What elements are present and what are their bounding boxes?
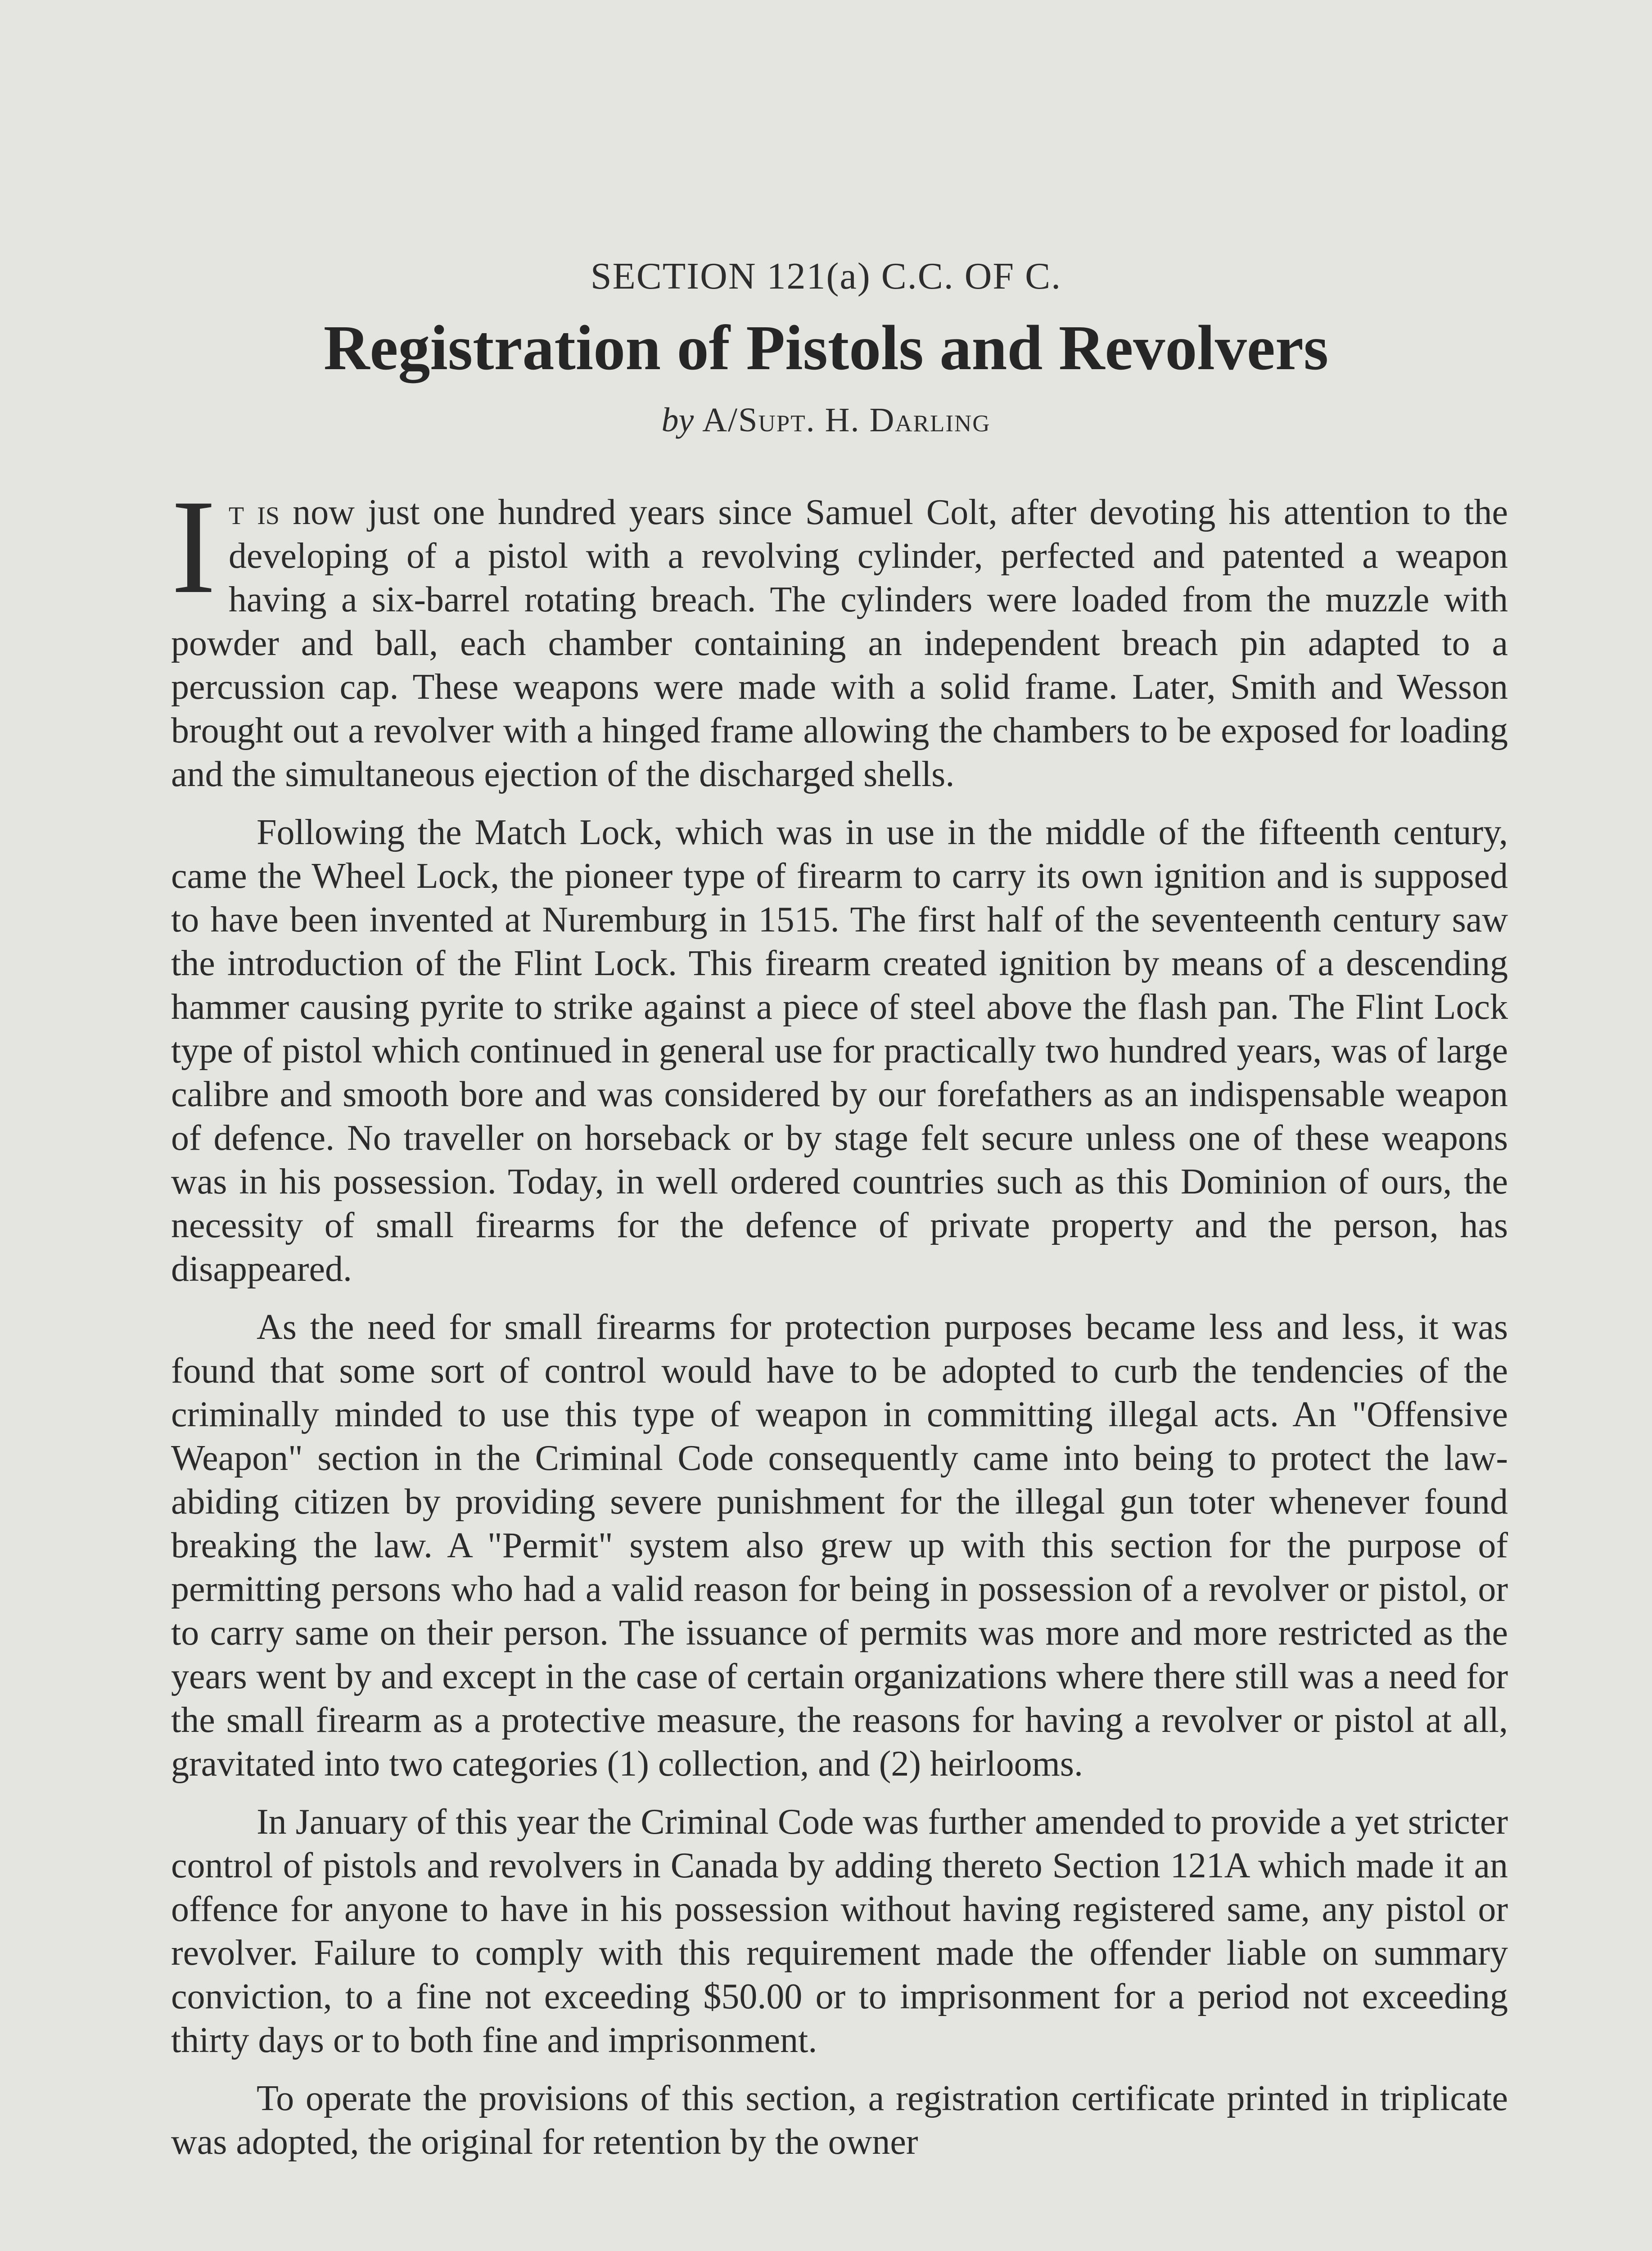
paragraph-4: In January of this year the Criminal Code was further amended to provide a yet stricter control of pistols and revolvers in Canada by adding thereto Section 121A which made it an offence for anyone to have in his possession without having registered same, any pistol or revolver. Failure to comply with this requirement made the offender liable on summary conviction, to a fine not exceeding $50.00 or to imprisonment for a period not exceeding thirty days or to both fine and imprisonment. (171, 1802, 1508, 2060)
paragraph-3: As the need for small firearms for protection purposes became less and less, it was found that some sort of control would have to be adopted to curb the tendencies of the criminally minded to use this type of weapon in committing illegal acts. An "Offensive Weapon" section in the Criminal Code consequently came into being to protect the law-abiding citizen by providing severe punishment for the illegal gun toter whenever found breaking the law. A "Permit" system also grew up with this section for the purpose of permitting persons who had a valid reason for being in possession of a revolver or pistol, or to carry same on their person. The issuance of permits was more and more restricted as the years went by and except in the case of certain organizations where there still was a need for the small firearm as a protective measure, the reasons for having a revolver or pistol at all, gravitated into two categories (1) collection, and (2) heirlooms. (171, 1307, 1508, 1784)
paragraph-1 (171, 472, 1508, 796)
byline (0, 401, 1652, 440)
article-title: Registration of Pistols and Revolvers (323, 312, 1329, 383)
drop-cap: I (171, 472, 216, 621)
paragraph-2: Following the Match Lock, which was in use in the middle of the fifteenth century, came the Wheel Lock, the pioneer type of firearm to carry its own ignition and is supposed to have been invented at Nuremburg in 1515. The first half of the seventeenth century saw the introduction of the Flint Lock. This firearm created ignition by means of a descending hammer causing pyrite to strike against a piece of steel above the flash pan. The Flint Lock type of pistol which continued in general use for practically two hundred years, was of large calibre and smooth bore and was considered by our forefathers as an indispensable weapon of defence. No traveller on horseback or by stage felt secure unless one of these weapons was in his possession. Today, in well ordered countries such as this Dominion of ours, the necessity of small firearms for the defence of private property and the person, has disappeared. (171, 813, 1508, 1289)
byline-author: A/Supt. H. Darling (702, 401, 991, 439)
paragraph-5: To operate the provisions of this section, a registration certificate printed in triplicate was adopted, the original for retention by the owner (171, 2079, 1508, 2162)
section-label: SECTION 121(a) C.C. OF C. (590, 255, 1062, 297)
paragraph-1-text: now just one hundred years since Samuel Colt, after devoting his attention to the developing of a pistol with a revolving cylinder, perfected and patented a weapon having a six-barrel rotating breach. The cylinders were loaded from the muzzle with powder and ball, each chamber containing an independent breach pin adapted to a percussion cap. These weapons were made with a solid frame. Later, Smith and Wesson brought out a revolver with a hinged frame allowing the chambers to be exposed for loading and the simultaneous ejection of the discharged shells. (171, 493, 1508, 794)
byline-by: by (661, 401, 694, 439)
lead-in: t is (228, 493, 280, 532)
article-body (171, 472, 1508, 2179)
